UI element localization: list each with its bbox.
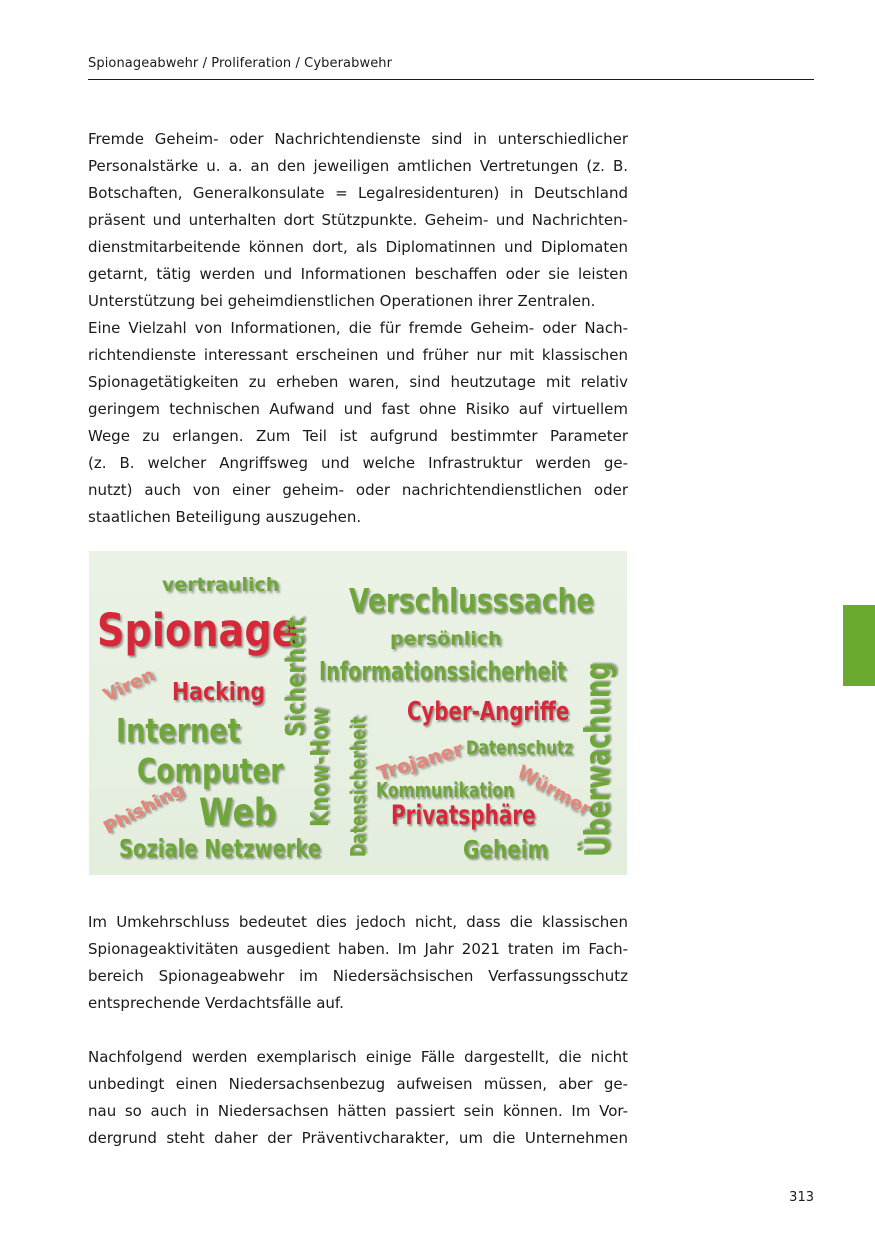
word-verschlusssache: Verschlusssache: [349, 581, 595, 620]
word-kommunikation: Kommunikation: [376, 778, 515, 802]
word-soziale-netzwerke: Soziale Netzwerke: [119, 834, 322, 863]
word-phishing: Phishing: [100, 779, 188, 839]
body-paragraph-1: [88, 126, 628, 531]
text-line: nau so auch in Niedersachsen hätten passiert sein können. Im Vor-: [88, 1102, 628, 1120]
body-paragraph-3: [88, 1044, 628, 1152]
text-line: dienstmitarbeitende können dort, als Diplomatinnen und Diplomaten: [88, 238, 628, 256]
text-line: bereich Spionageabwehr im Niedersächsischen Verfassungsschutz: [88, 967, 628, 985]
text-line: unbedingt einen Niedersachsenbezug aufweisen müssen, aber ge-: [88, 1075, 628, 1093]
text-line: präsent und unterhalten dort Stützpunkte. Geheim- und Nachrichten-: [88, 211, 628, 229]
word-sicherheit: Sicherheit: [281, 617, 311, 737]
word-hacking: Hacking: [172, 677, 266, 706]
text-line: Eine Vielzahl von Informationen, die für fremde Geheim- oder Nach-: [88, 319, 628, 337]
text-line: Spionageaktivitäten ausgedient haben. Im Jahr 2021 traten im Fach-: [88, 940, 628, 958]
word-viren: Viren: [100, 664, 158, 707]
text-line: Im Umkehrschluss bedeutet dies jedoch nicht, dass die klassischen: [88, 913, 628, 931]
word-informationssicherheit: Informationssicherheit: [319, 657, 567, 687]
word-ueberwachung: Überwachung: [578, 662, 618, 857]
page-number: 313: [789, 1190, 814, 1205]
word-persoenlich: persönlich: [390, 628, 502, 650]
word-spionage: Spionage: [97, 604, 298, 657]
word-cloud-image: [89, 551, 627, 875]
text-line: richtendienste interessant erscheinen und früher nur mit klassischen: [88, 346, 628, 364]
word-geheim: Geheim: [463, 835, 549, 864]
word-datenschutz: Datenschutz: [466, 737, 574, 759]
text-line: geringem technischen Aufwand und fast ohne Risiko auf virtuellem: [88, 400, 628, 418]
text-line: Wege zu erlangen. Zum Teil ist aufgrund bestimmter Parameter: [88, 427, 628, 445]
text-line: Nachfolgend werden exemplarisch einige Fälle dargestellt, die nicht: [88, 1048, 628, 1066]
running-title: Spionageabwehr / Proliferation / Cyberabwehr: [88, 56, 393, 71]
text-line: Spionagetätigkeiten zu erheben waren, sind heutzutage mit relativ: [88, 373, 628, 391]
text-line: Unterstützung bei geheimdienstlichen Operationen ihrer Zentralen.: [88, 292, 596, 310]
word-wuermer: Würmer: [513, 761, 595, 821]
body-paragraph-2: [88, 909, 628, 1017]
word-computer: Computer: [137, 751, 284, 790]
word-internet: Internet: [116, 711, 241, 750]
text-line: nutzt) auch von einer geheim- oder nachrichtendienstlichen oder: [88, 481, 628, 499]
word-web: Web: [199, 791, 277, 834]
text-line: Fremde Geheim- oder Nachrichtendienste sind in unterschiedlicher: [88, 130, 628, 148]
header-rule: [88, 79, 814, 80]
word-cyber-angriffe: Cyber-Angriffe: [407, 697, 570, 727]
word-trojaner: Trojaner: [374, 738, 466, 786]
word-know-how: Know-How: [305, 707, 334, 827]
text-line: staatlichen Beteiligung auszugehen.: [88, 508, 362, 526]
word-privatsphaere: Privatsphäre: [391, 800, 536, 831]
text-line: dergrund steht daher der Präventivcharakter, um die Unternehmen: [88, 1129, 628, 1147]
text-line: Personalstärke u. a. an den jeweiligen amtlichen Vertretungen (z. B.: [88, 157, 628, 175]
text-line: (z. B. welcher Angriffsweg und welche Infrastruktur werden ge-: [88, 454, 628, 472]
text-line: Botschaften, Generalkonsulate = Legalresidenturen) in Deutschland: [88, 184, 628, 202]
text-line: getarnt, tätig werden und Informationen beschaffen oder sie leisten: [88, 265, 628, 283]
text-line: entsprechende Verdachtsfälle auf.: [88, 994, 344, 1012]
word-datensicherheit: Datensicherheit: [346, 716, 370, 857]
chapter-side-tab: [843, 605, 875, 686]
word-vertraulich: vertraulich: [162, 574, 280, 596]
